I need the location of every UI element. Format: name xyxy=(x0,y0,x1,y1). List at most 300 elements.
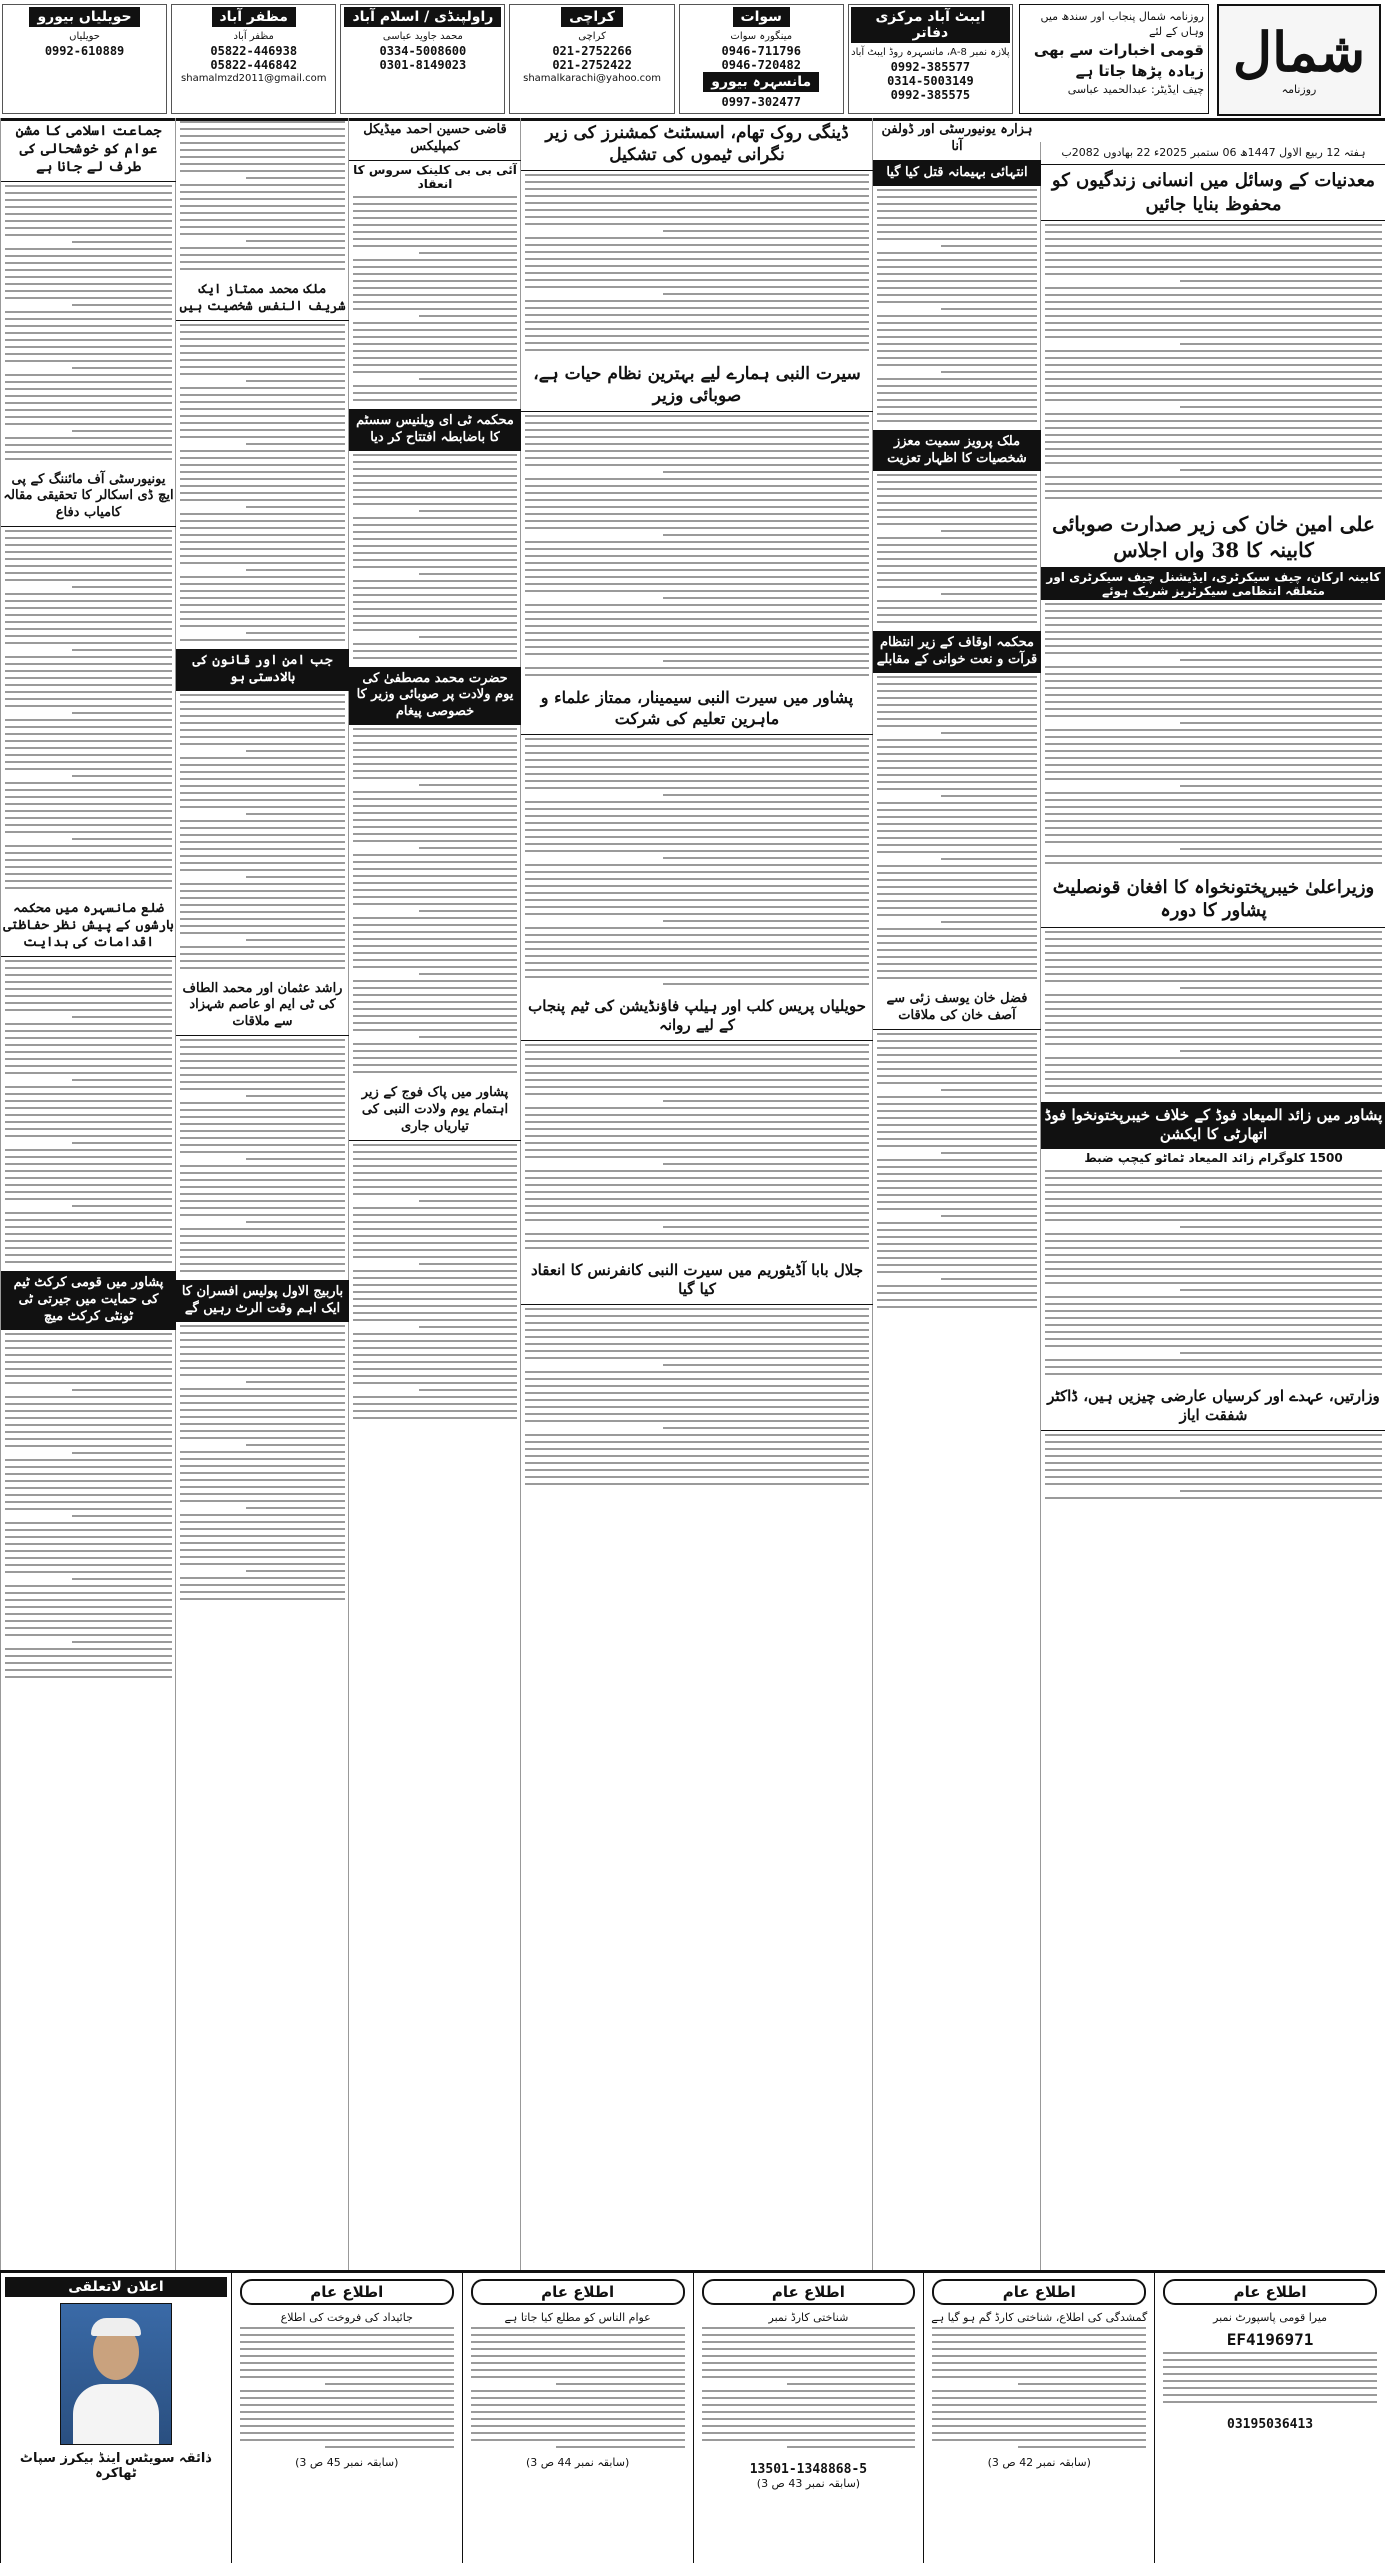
text-line xyxy=(180,1598,345,1600)
text-line xyxy=(877,767,1037,769)
text-line xyxy=(180,841,345,843)
text-line xyxy=(525,801,869,803)
text-line xyxy=(1045,673,1382,675)
text-line xyxy=(353,245,517,247)
text-line xyxy=(1045,238,1382,240)
text-line xyxy=(180,541,345,543)
text-line xyxy=(353,643,517,645)
article-body xyxy=(176,321,349,649)
text-line xyxy=(525,590,869,592)
text-line xyxy=(5,670,172,672)
ad-body: جائیداد کی فروخت کی اطلاع xyxy=(280,2311,413,2324)
text-line xyxy=(180,513,345,515)
headline-cm-visit[interactable]: وزیراعلیٰ خیبرپختونخواہ کا افغان قونصلیٹ پشاور کا دورہ xyxy=(1041,872,1385,928)
text-line xyxy=(5,444,172,446)
text-line xyxy=(5,1438,172,1440)
text-line xyxy=(525,934,869,936)
text-line xyxy=(932,2411,1146,2413)
text-line xyxy=(941,795,1037,797)
text-line xyxy=(1045,1043,1382,1045)
text-line xyxy=(525,752,869,754)
text-line xyxy=(419,910,517,912)
text-line xyxy=(180,254,345,256)
ad-passport[interactable] xyxy=(1154,2273,1385,2563)
text-line xyxy=(353,798,517,800)
ad-property[interactable] xyxy=(231,2273,462,2563)
text-line xyxy=(525,1343,869,1345)
ad-id-card[interactable] xyxy=(693,2273,924,2563)
text-line xyxy=(702,2355,916,2357)
text-line xyxy=(877,690,1037,692)
text-line xyxy=(702,2418,916,2420)
text-line xyxy=(1045,350,1382,352)
headline-qazi-hussain[interactable]: قاضی حسین احمد میڈیکل کمپلیکس xyxy=(349,118,521,161)
text-line xyxy=(525,244,869,246)
text-line xyxy=(353,924,517,926)
text-line xyxy=(1045,813,1382,815)
text-line xyxy=(180,331,345,333)
masthead-promo xyxy=(1019,4,1209,114)
text-line xyxy=(1045,945,1382,947)
text-line xyxy=(1045,315,1382,317)
office-phone: 05822-446938 xyxy=(210,43,298,58)
headline-fazal-khan-meeting[interactable]: فضل خان یوسف زئی سے آصف خان کی ملاقات xyxy=(873,987,1041,1030)
text-line xyxy=(72,367,172,369)
text-line xyxy=(471,2334,685,2336)
headline-ministries[interactable]: وزارتیں، عہدے اور کرسیاں عارضی چیزیں ہیں، ڈاکٹر شفقت ایاز xyxy=(1041,1383,1385,1431)
ad-lost-card[interactable] xyxy=(923,2273,1154,2563)
ad-disclaimer-memorial[interactable] xyxy=(0,2273,231,2563)
text-line xyxy=(525,815,869,817)
text-line xyxy=(525,759,869,761)
headline-cabinet-meeting[interactable]: علی امین خان کی زیر صدارت صوبائی کابینہ کا 38 واں اجلاس xyxy=(1041,507,1385,568)
text-line xyxy=(1163,2380,1377,2382)
text-line xyxy=(353,1249,517,1251)
text-line xyxy=(525,1044,869,1046)
text-line xyxy=(5,318,172,320)
text-line xyxy=(1045,1359,1382,1361)
masthead xyxy=(0,0,1385,121)
text-line xyxy=(180,457,345,459)
headline-prophet-message[interactable]: حضرت محمد مصطفیٰ کی یوم ولادت پر صوبائی وزیر کا خصوصی پیغام xyxy=(349,667,521,726)
text-line xyxy=(353,475,517,477)
office-email[interactable]: shamalkarachi@yahoo.com xyxy=(523,72,662,84)
text-line xyxy=(5,852,172,854)
text-line xyxy=(525,1441,869,1443)
office-address: پلازہ نمبر 8-A، مانسہرہ روڈ ایبٹ آباد xyxy=(851,47,1010,58)
text-line xyxy=(5,374,172,376)
office-address: محمد جاوید عباسی xyxy=(382,31,463,42)
text-line xyxy=(180,904,345,906)
text-line xyxy=(471,2355,685,2357)
article-body xyxy=(176,691,349,977)
text-line xyxy=(877,537,1037,539)
text-line xyxy=(877,1250,1037,1252)
text-line xyxy=(1045,1198,1382,1200)
text-line xyxy=(471,2327,685,2329)
text-line xyxy=(877,364,1037,366)
text-line xyxy=(5,677,172,679)
text-line xyxy=(1045,1233,1382,1235)
text-line xyxy=(1045,757,1382,759)
text-line xyxy=(5,1445,172,1447)
text-line xyxy=(353,552,517,554)
text-line xyxy=(180,1465,345,1467)
text-line xyxy=(353,196,517,198)
text-line xyxy=(5,1121,172,1123)
headline-dengue[interactable]: ڈینگی روک تھام، اسسٹنٹ کمشنرز کی زیر نگرانی ٹیموں کی تشکیل xyxy=(521,118,873,171)
text-line xyxy=(1045,1170,1382,1172)
text-line xyxy=(1045,994,1382,996)
text-line xyxy=(353,1186,517,1188)
text-line xyxy=(941,593,1037,595)
text-line xyxy=(525,237,869,239)
ad-public-notice[interactable] xyxy=(462,2273,693,2563)
text-line xyxy=(180,555,345,557)
text-line xyxy=(702,2334,916,2336)
text-line xyxy=(5,607,172,609)
office-title: حویلیاں بیورو xyxy=(29,7,139,27)
text-line xyxy=(877,851,1037,853)
text-line xyxy=(353,896,517,898)
text-line xyxy=(5,1494,172,1496)
text-line xyxy=(180,1332,345,1334)
office-address: کراچی xyxy=(578,31,606,42)
headline-cricket-match[interactable]: پشاور میں قومی کرکٹ ٹیم کی حمایت میں جیرتی ٹی ٹونٹی کرکٹ میچ xyxy=(1,1271,176,1330)
text-line xyxy=(180,1493,345,1495)
text-line xyxy=(353,392,517,394)
text-line xyxy=(471,2341,685,2343)
headline-mansehra-rains[interactable]: ضلع مانسہرہ میں محکمہ بارشوں کے پیش نظر حفاظتی اقدامات کی ہدایت xyxy=(1,897,176,957)
text-line xyxy=(1180,469,1382,471)
text-line xyxy=(180,883,345,885)
text-line xyxy=(180,1423,345,1425)
text-line xyxy=(1045,259,1382,261)
text-line xyxy=(180,1549,345,1551)
text-line xyxy=(471,2439,685,2441)
text-line xyxy=(877,746,1037,748)
text-line xyxy=(877,614,1037,616)
headline-havelian-press-club[interactable]: حویلیاں پریس کلب اور ہیلپ فاؤنڈیشن کی ٹیم پنجاب کے لیے روانہ xyxy=(521,993,873,1041)
text-line xyxy=(353,728,517,730)
headline-food-authority[interactable]: پشاور میں زائد المیعاد فوڈ کے خلاف خیبرپختونخوا فوڈ اتھارٹی کا ایکشن xyxy=(1041,1102,1385,1149)
text-line xyxy=(5,1417,172,1419)
text-line xyxy=(877,1187,1037,1189)
text-line xyxy=(353,238,517,240)
text-line xyxy=(419,636,517,638)
office-phone: 0314-5003149 xyxy=(887,73,974,88)
text-line xyxy=(663,1427,869,1429)
text-line xyxy=(419,315,517,317)
text-line xyxy=(525,1385,869,1387)
text-line xyxy=(5,332,172,334)
text-line xyxy=(1045,834,1382,836)
text-line xyxy=(1045,1441,1382,1443)
text-line xyxy=(877,1194,1037,1196)
text-line xyxy=(877,238,1037,240)
text-line xyxy=(1045,1057,1382,1059)
text-line xyxy=(5,1431,172,1433)
text-line xyxy=(180,184,345,186)
text-line xyxy=(180,827,345,829)
text-line xyxy=(5,887,172,889)
text-line xyxy=(72,1641,172,1643)
text-line xyxy=(663,857,869,859)
column-6 xyxy=(0,118,176,2270)
text-line xyxy=(353,805,517,807)
text-line xyxy=(180,408,345,410)
text-line xyxy=(180,932,345,934)
text-line xyxy=(353,1057,517,1059)
text-line xyxy=(525,541,869,543)
text-line xyxy=(5,698,172,700)
text-line xyxy=(471,2432,685,2434)
text-line xyxy=(180,722,345,724)
column-5 xyxy=(175,118,349,2270)
text-line xyxy=(1045,1078,1382,1080)
text-line xyxy=(525,1350,869,1352)
headline-malik-mumtaz[interactable]: ملک محمد ممتاز ایک شریف النفس شخصیت ہیں xyxy=(176,278,349,321)
text-line xyxy=(1045,301,1382,303)
headline-tmo-meeting[interactable]: راشد عثمان اور محمد الطاف کی ٹی ایم او عاصم شہزاد سے ملاقات xyxy=(176,977,349,1037)
text-line xyxy=(1163,2352,1377,2354)
text-line xyxy=(353,749,517,751)
text-line xyxy=(1045,385,1382,387)
text-line xyxy=(5,1613,172,1615)
text-line xyxy=(877,1257,1037,1259)
classified-ads-row xyxy=(0,2270,1385,2563)
text-line xyxy=(525,506,869,508)
text-line xyxy=(877,788,1037,790)
text-line xyxy=(877,1299,1037,1301)
text-line xyxy=(5,458,172,460)
text-line xyxy=(877,1131,1037,1133)
text-line xyxy=(877,1166,1037,1168)
text-line xyxy=(5,1128,172,1130)
photo-body-shape xyxy=(73,2384,159,2444)
text-line xyxy=(877,1047,1037,1049)
article-body xyxy=(1,527,176,897)
text-line xyxy=(353,987,517,989)
text-line xyxy=(5,810,172,812)
text-line xyxy=(240,2411,454,2413)
text-line xyxy=(180,1360,345,1362)
ad-footer: (سابقہ نمبر 44 ص 3) xyxy=(525,2456,630,2469)
headline-hazara-university[interactable]: ہزارہ یونیورسٹی اور ڈولفن آنا xyxy=(873,118,1041,161)
text-line xyxy=(180,918,345,920)
text-line xyxy=(1045,1434,1382,1436)
headline-seerat-seminar[interactable]: پشاور میں سیرت النبی سیمینار، ممتاز علماء و ماہرین تعلیم کی شرکت xyxy=(521,684,873,735)
article-body xyxy=(873,186,1041,430)
article-body xyxy=(176,118,349,278)
subhead-brutal-murder[interactable]: انتہائی بہیمانہ قتل کیا گیا xyxy=(873,161,1041,186)
headline-seerat-minister[interactable]: سیرت النبی ہمارے لیے بہترین نظام حیات ہے، صوبائی وزیر xyxy=(521,359,873,412)
text-line xyxy=(1045,1022,1382,1024)
text-line xyxy=(180,324,345,326)
text-line xyxy=(525,674,869,676)
text-line xyxy=(246,1507,345,1509)
text-line xyxy=(5,381,172,383)
article-body xyxy=(521,171,873,359)
article-body xyxy=(873,673,1041,987)
text-line xyxy=(525,618,869,620)
text-line xyxy=(941,245,1037,247)
text-line xyxy=(471,2425,685,2427)
text-line xyxy=(525,836,869,838)
text-line xyxy=(877,217,1037,219)
text-line xyxy=(353,496,517,498)
text-line xyxy=(5,360,172,362)
text-line xyxy=(702,2369,916,2371)
text-line xyxy=(180,708,345,710)
text-line xyxy=(353,1333,517,1335)
text-line xyxy=(72,304,172,306)
text-line xyxy=(556,2446,684,2448)
text-line xyxy=(72,1578,172,1580)
text-line xyxy=(471,2404,685,2406)
text-line xyxy=(240,2425,454,2427)
text-line xyxy=(353,889,517,891)
text-line xyxy=(525,1107,869,1109)
headline-condolence[interactable]: ملک پرویز سمیت معزز شخصیات کا اظہار تعزیت xyxy=(873,430,1041,472)
text-line xyxy=(5,719,172,721)
text-line xyxy=(180,1200,345,1202)
photo-cap-shape xyxy=(91,2318,141,2336)
text-line xyxy=(525,485,869,487)
text-line xyxy=(180,1214,345,1216)
text-line xyxy=(1045,827,1382,829)
office-phone: 0946-720482 xyxy=(721,57,801,72)
text-line xyxy=(5,579,172,581)
text-line xyxy=(180,1451,345,1453)
office-address: مظفر آباد xyxy=(233,31,274,42)
article-body xyxy=(349,193,521,409)
lead-headline[interactable]: معدنیات کے وسائل میں انسانی زندگیوں کو محفوظ بنایا جائیں xyxy=(1041,165,1385,221)
text-line xyxy=(787,2383,915,2385)
text-line xyxy=(240,2404,454,2406)
headline-jalal-baba[interactable]: جلال بابا آڈیٹوریم میں سیرت النبی کانفرنس کا انعقاد کیا گیا xyxy=(521,1257,873,1305)
text-line xyxy=(246,750,345,752)
text-line xyxy=(1180,722,1382,724)
text-line xyxy=(180,1242,345,1244)
text-line xyxy=(1045,497,1382,499)
text-line xyxy=(353,1312,517,1314)
text-line xyxy=(5,325,172,327)
text-line xyxy=(525,1413,869,1415)
text-line xyxy=(525,349,869,351)
text-line xyxy=(353,482,517,484)
text-line xyxy=(353,1022,517,1024)
text-line xyxy=(5,1058,172,1060)
text-line xyxy=(877,1264,1037,1266)
text-line xyxy=(525,1051,869,1053)
text-line xyxy=(877,523,1037,525)
text-line xyxy=(1163,2401,1377,2403)
text-line xyxy=(353,224,517,226)
text-line xyxy=(525,646,869,648)
text-line xyxy=(353,1368,517,1370)
text-line xyxy=(5,761,172,763)
text-line xyxy=(5,593,172,595)
text-line xyxy=(180,485,345,487)
text-line xyxy=(1045,1191,1382,1193)
headline-police-alert[interactable]: باربیج الاول پولیس افسران کا ایک اہم وقت الرٹ رہیں گے xyxy=(176,1280,349,1322)
text-line xyxy=(1045,1303,1382,1305)
office-email[interactable]: shamalmzd2011@gmail.com xyxy=(181,72,327,84)
text-line xyxy=(246,380,345,382)
headline-auqaf-competition[interactable]: محکمہ اوقاف کے زیر انتظام قرآت و نعت خوانی کے مقابلے xyxy=(873,631,1041,673)
text-line xyxy=(5,1100,172,1102)
text-line xyxy=(5,1009,172,1011)
text-line xyxy=(525,1462,869,1464)
text-line xyxy=(180,478,345,480)
headline-army-preparations[interactable]: پشاور میں پاک فوج کے زیر اہتمام یوم ولادت النبی کی تیاریاں جاری xyxy=(349,1081,521,1141)
text-line xyxy=(5,346,172,348)
headline-phd-scholar[interactable]: یونیورسٹی آف مائننگ کے پی ایچ ڈی اسکالر کا تحقیقی مقالہ کامیاب دفاع xyxy=(1,468,176,528)
text-line xyxy=(525,251,869,253)
text-line xyxy=(180,1542,345,1544)
text-line xyxy=(1045,252,1382,254)
text-line xyxy=(471,2397,685,2399)
text-line xyxy=(525,429,869,431)
text-line xyxy=(5,451,172,453)
office-phone: 0334-5008600 xyxy=(379,43,467,58)
headline-jamaat-islami[interactable]: جماعت اسلامی کا مشن عوام کو خوشحالی کی طرف لے جانا ہے xyxy=(1,118,176,182)
text-line xyxy=(877,774,1037,776)
text-line xyxy=(5,262,172,264)
text-line xyxy=(180,576,345,578)
person-photo xyxy=(60,2303,172,2445)
subhead-cabinet: کابینہ ارکان، چیف سیکرٹری، ایڈیشنل چیف سیکرٹری اور متعلقہ انتظامی سیکرٹریز شریک ہوئے xyxy=(1041,568,1385,600)
text-line xyxy=(525,892,869,894)
text-line xyxy=(1045,750,1382,752)
text-line xyxy=(180,135,345,137)
text-line xyxy=(5,1233,172,1235)
text-line xyxy=(877,413,1037,415)
text-line xyxy=(353,763,517,765)
text-line xyxy=(1180,848,1382,850)
text-line xyxy=(525,1065,869,1067)
text-line xyxy=(5,416,172,418)
text-line xyxy=(240,2376,454,2378)
text-line xyxy=(5,726,172,728)
text-line xyxy=(353,1382,517,1384)
text-line xyxy=(180,701,345,703)
text-line xyxy=(353,266,517,268)
text-line xyxy=(877,1306,1037,1308)
text-line xyxy=(5,803,172,805)
text-line xyxy=(353,343,517,345)
text-line xyxy=(353,1158,517,1160)
text-line xyxy=(877,711,1037,713)
text-line xyxy=(525,1469,869,1471)
text-line xyxy=(932,2355,1146,2357)
text-line xyxy=(180,219,345,221)
text-line xyxy=(353,742,517,744)
text-line xyxy=(877,203,1037,205)
text-line xyxy=(353,1410,517,1412)
text-line xyxy=(353,959,517,961)
text-line xyxy=(1045,336,1382,338)
text-line xyxy=(525,513,869,515)
text-line xyxy=(5,206,172,208)
text-line xyxy=(877,474,1037,476)
text-line xyxy=(353,770,517,772)
headline-wellness-system[interactable]: محکمہ ٹی ای ویلنیس سسٹم کا باضابطہ افتتاح کر دیا xyxy=(349,409,521,451)
newspaper-logo[interactable] xyxy=(1217,4,1381,116)
headline-law-supremacy[interactable]: جب امن اور قانون کی بالادستی ہو xyxy=(176,649,349,691)
text-line xyxy=(5,824,172,826)
